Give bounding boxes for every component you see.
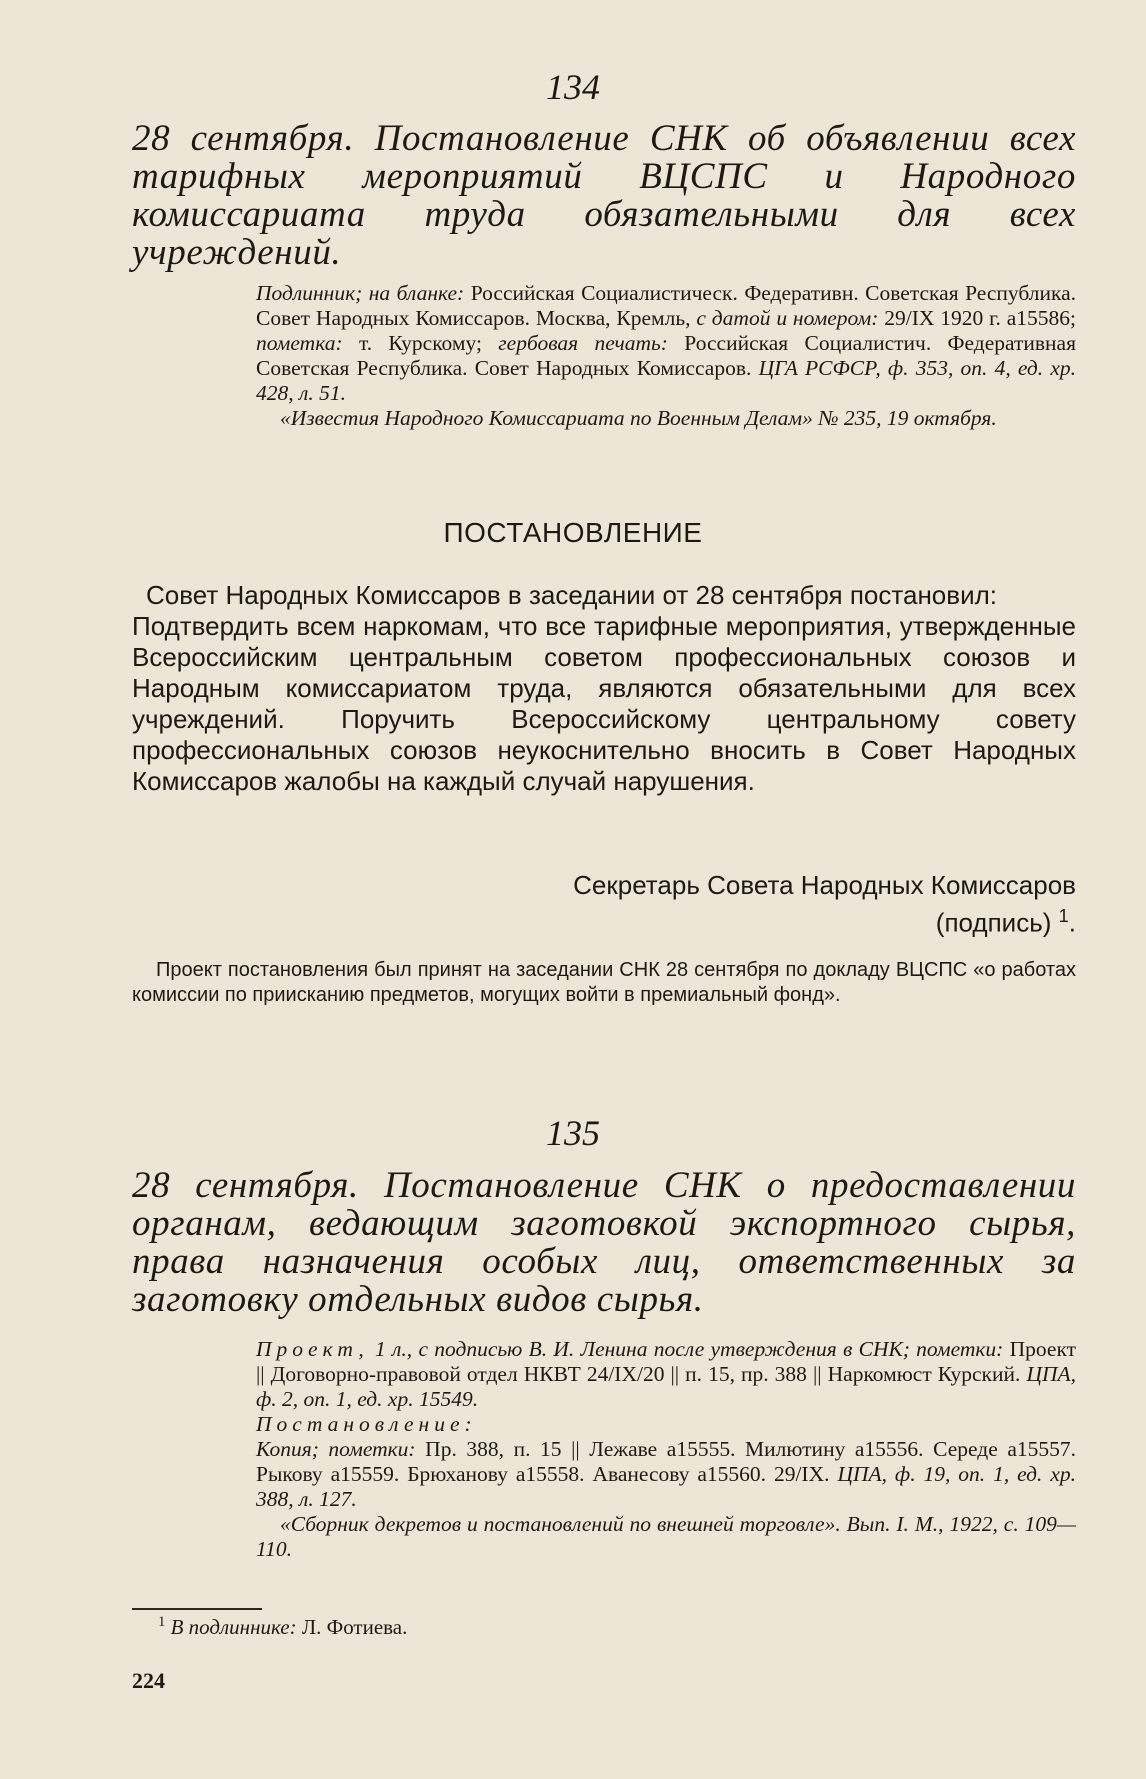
project-desc: 1 л., с подписью В. И. Ленина после утверждения в СНК; пометки: xyxy=(375,1337,1004,1361)
decree-para-1: Совет Народных Комиссаров в заседании от 28 сентября постановил: xyxy=(146,580,997,610)
copy-label: Копия; пометки: xyxy=(256,1437,416,1461)
decree-para-2: Подтвердить всем наркомам, что все тарифные мероприятия, утвержденные Всероссийским центральным советом профессиональных союзов и Народным комиссариатом труда, являются обязательными для всех учреждений. Поручить Всероссийскому центральному совету профессиональных союзов неукоснительно вносить в Совет Народных Комиссаров жалобы на каждый случай нарушения. xyxy=(132,611,1076,796)
page-number: 224 xyxy=(132,1668,165,1693)
doc134-heading: 28 сентября. Постановление СНК об объявлении всех тарифных мероприятий ВЦСПС и Народного комиссариата труда обязательными для всех учреждений. xyxy=(132,118,1076,273)
signature-sign: (подпись) $^1$. xyxy=(935,906,1076,938)
doc134-source-note xyxy=(256,281,1076,431)
footnote-mark: 1 xyxy=(158,1614,166,1630)
decree-body xyxy=(132,580,1076,797)
doc134-heading-block xyxy=(132,120,1076,272)
source-label-mark: пометка: xyxy=(256,331,343,355)
source-label-date: с датой и номером: xyxy=(696,306,879,330)
footnote-label: В подлиннике: xyxy=(170,1615,297,1639)
copy-text: Пр. 388, п. 15 || Лежаве а15555. Милютину а15556. Середе а15557. Рыкову а15559. Брюханову а15558. Аванесову а15560. 29/IX. xyxy=(256,1437,1076,1486)
doc-number-134: 134 xyxy=(546,67,600,107)
source-label-seal: гербовая печать: xyxy=(498,331,668,355)
doc135-heading: 28 сентября. Постановление СНК о предоставлении органам, ведающим заготовкой экспортного сырья, права назначения особых лиц, ответственных за заготовку отдельных видов сырья. xyxy=(132,1165,1076,1320)
source-seal: Российская Социалистич. Федеративная Советская Республика. Совет Народных Комиссаров. xyxy=(256,331,1076,380)
doc134-note: Проект постановления был принят на заседании СНК 28 сентября по докладу ВЦСПС «о работах комиссии по приисканию предметов, могущих войти в премиальный фонд». xyxy=(132,959,1076,1006)
footnote xyxy=(158,1614,407,1640)
resolution-label: Постановление: xyxy=(256,1412,477,1436)
doc-number-135: 135 xyxy=(546,1113,600,1153)
doc135-source-note xyxy=(256,1337,1076,1562)
doc135-heading-block xyxy=(132,1167,1076,1319)
source-mark: т. Курскому; xyxy=(358,331,482,355)
source-label-original: Подлинник; на бланке: xyxy=(256,281,465,305)
copy-archive: ЦПА, ф. 19, оп. 1, ед. хр. 388, л. 127. xyxy=(256,1462,1076,1511)
project-label: Проект, xyxy=(256,1337,369,1361)
source-date: 29/IX 1920 г. а15586; xyxy=(884,306,1077,330)
signature-block xyxy=(573,870,1076,939)
footnote-divider xyxy=(132,1608,262,1610)
signature-title: Секретарь Совета Народных Комиссаров xyxy=(573,870,1076,900)
doc134-publication: «Известия Народного Комиссариата по Военным Делам» № 235, 19 октября. xyxy=(280,406,997,430)
footnote-ref: 1 xyxy=(1058,906,1069,926)
project-archive: ЦПА, ф. 2, оп. 1, ед. хр. 15549. xyxy=(256,1362,1076,1411)
footnote-text: Л. Фотиева. xyxy=(301,1615,408,1639)
doc135-publication: «Сборник декретов и постановлений по внешней торговле». Вып. I. М., 1922, с. 109—110. xyxy=(256,1512,1076,1561)
project-marks: Проект || Договорно-правовой отдел НКВТ 24/IX/20 || п. 15, пр. 388 || Наркомюст Курский. xyxy=(256,1337,1076,1386)
source-archive: ЦГА РСФСР, ф. 353, оп. 4, ед. хр. 428, л. 51. xyxy=(256,356,1077,405)
source-letterhead: Российская Социалистическ. Федеративн. Советская Республика. Совет Народных Комиссаров. Москва, Кремль, xyxy=(256,281,1077,330)
decree-title: ПОСТАНОВЛЕНИЕ xyxy=(443,517,703,548)
